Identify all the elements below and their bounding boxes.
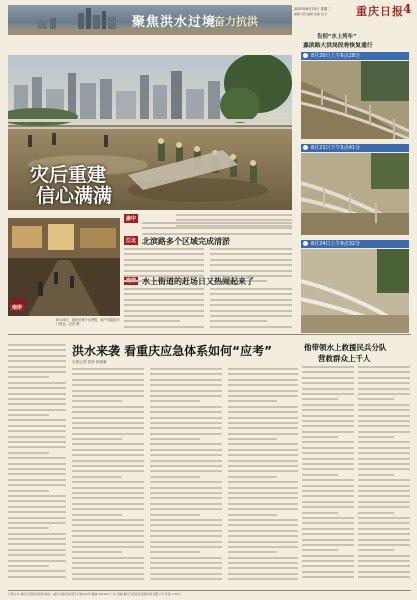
main-headline: 洪水来袭 看重庆应急体系如何“应考”	[72, 344, 272, 358]
story-title-2: 水上街道的赶场日又热闹起来了	[142, 277, 254, 286]
bottom-right-headline-line1: 他带领水上救援民兵分队	[304, 343, 387, 352]
clock-icon	[303, 241, 308, 246]
time-label-1	[301, 52, 409, 60]
main-story	[8, 338, 298, 588]
flooded-bridge-illustration-2	[301, 153, 409, 235]
hero-headline	[30, 165, 112, 207]
story-title-1: 北滨路多个区域完成清淤	[142, 237, 230, 246]
bottom-right-story	[300, 338, 411, 588]
footer-text: 主管主办 重庆日报报业集团 地址：重庆市渝北区同茂大道416号 邮编 401120 广告 印刷 重庆日报报业集团印务有限公司 零售 1.50元	[8, 592, 181, 596]
banner	[8, 5, 292, 35]
flooded-bridge-illustration-3	[301, 249, 409, 333]
right-sidebar	[297, 32, 411, 332]
date-line: 2020年8月25日 星期二	[294, 7, 331, 11]
photo-caption: 8月24日，南岸区弹子石老街，商户们陆续开门营业。记者 摄	[56, 318, 120, 326]
main-story-col-2	[150, 368, 222, 584]
bottom-right-col-1	[302, 366, 354, 582]
paper-name: 重庆日报	[356, 5, 404, 18]
page-number: 4	[403, 2, 412, 16]
flood-photo-1	[301, 61, 409, 139]
hero-headline-line2: 信心满满	[36, 185, 113, 207]
right-title-2: 嘉滨路大洪岗段将恢复通行	[303, 43, 373, 49]
time-label-3	[301, 240, 409, 248]
time-text-3: 8月24日上午8点32分	[311, 241, 361, 247]
tag-jiangbei: 江北	[126, 238, 137, 244]
main-story-lead-column	[8, 344, 66, 581]
time-text-1: 8月20日上午6点28分	[311, 53, 361, 59]
sub-line: 编辑 责任编辑 美编 校对	[294, 12, 327, 16]
bottom-right-headline	[304, 342, 387, 364]
main-story-col-3	[228, 368, 298, 584]
clock-icon	[303, 53, 308, 58]
bottom-right-col-2	[358, 366, 410, 582]
main-story-col-1	[72, 368, 144, 584]
right-title-1: 告别“水上列车”	[317, 34, 357, 40]
flood-photo-2	[301, 153, 409, 235]
photo-tag: 南岸	[12, 305, 23, 311]
main-byline: 本报记者 张珍 杨铌紫	[72, 360, 107, 364]
clock-icon	[303, 145, 308, 150]
story-text-4	[124, 288, 204, 331]
side-photo	[8, 218, 120, 316]
hero-headline-line1: 灾后重建	[30, 164, 107, 186]
flood-photo-3	[301, 249, 409, 333]
footer-rule	[8, 590, 411, 591]
tag-yuzhong: 渝中	[126, 216, 137, 222]
street-scene	[8, 218, 120, 316]
banner-subtitle: 奋力抗洪	[214, 15, 258, 28]
time-text-2: 8月21日下午5点41分	[311, 145, 361, 151]
hero-photo	[8, 55, 292, 210]
section-divider	[8, 334, 411, 335]
story-text-5	[210, 288, 292, 331]
bottom-right-headline-line2: 营救群众上千人	[318, 354, 371, 363]
time-label-2	[301, 144, 409, 152]
banner-title: 聚焦洪水过境	[132, 15, 217, 30]
masthead	[294, 4, 414, 30]
flooded-bridge-illustration-1	[301, 61, 409, 139]
left-story	[8, 214, 292, 330]
